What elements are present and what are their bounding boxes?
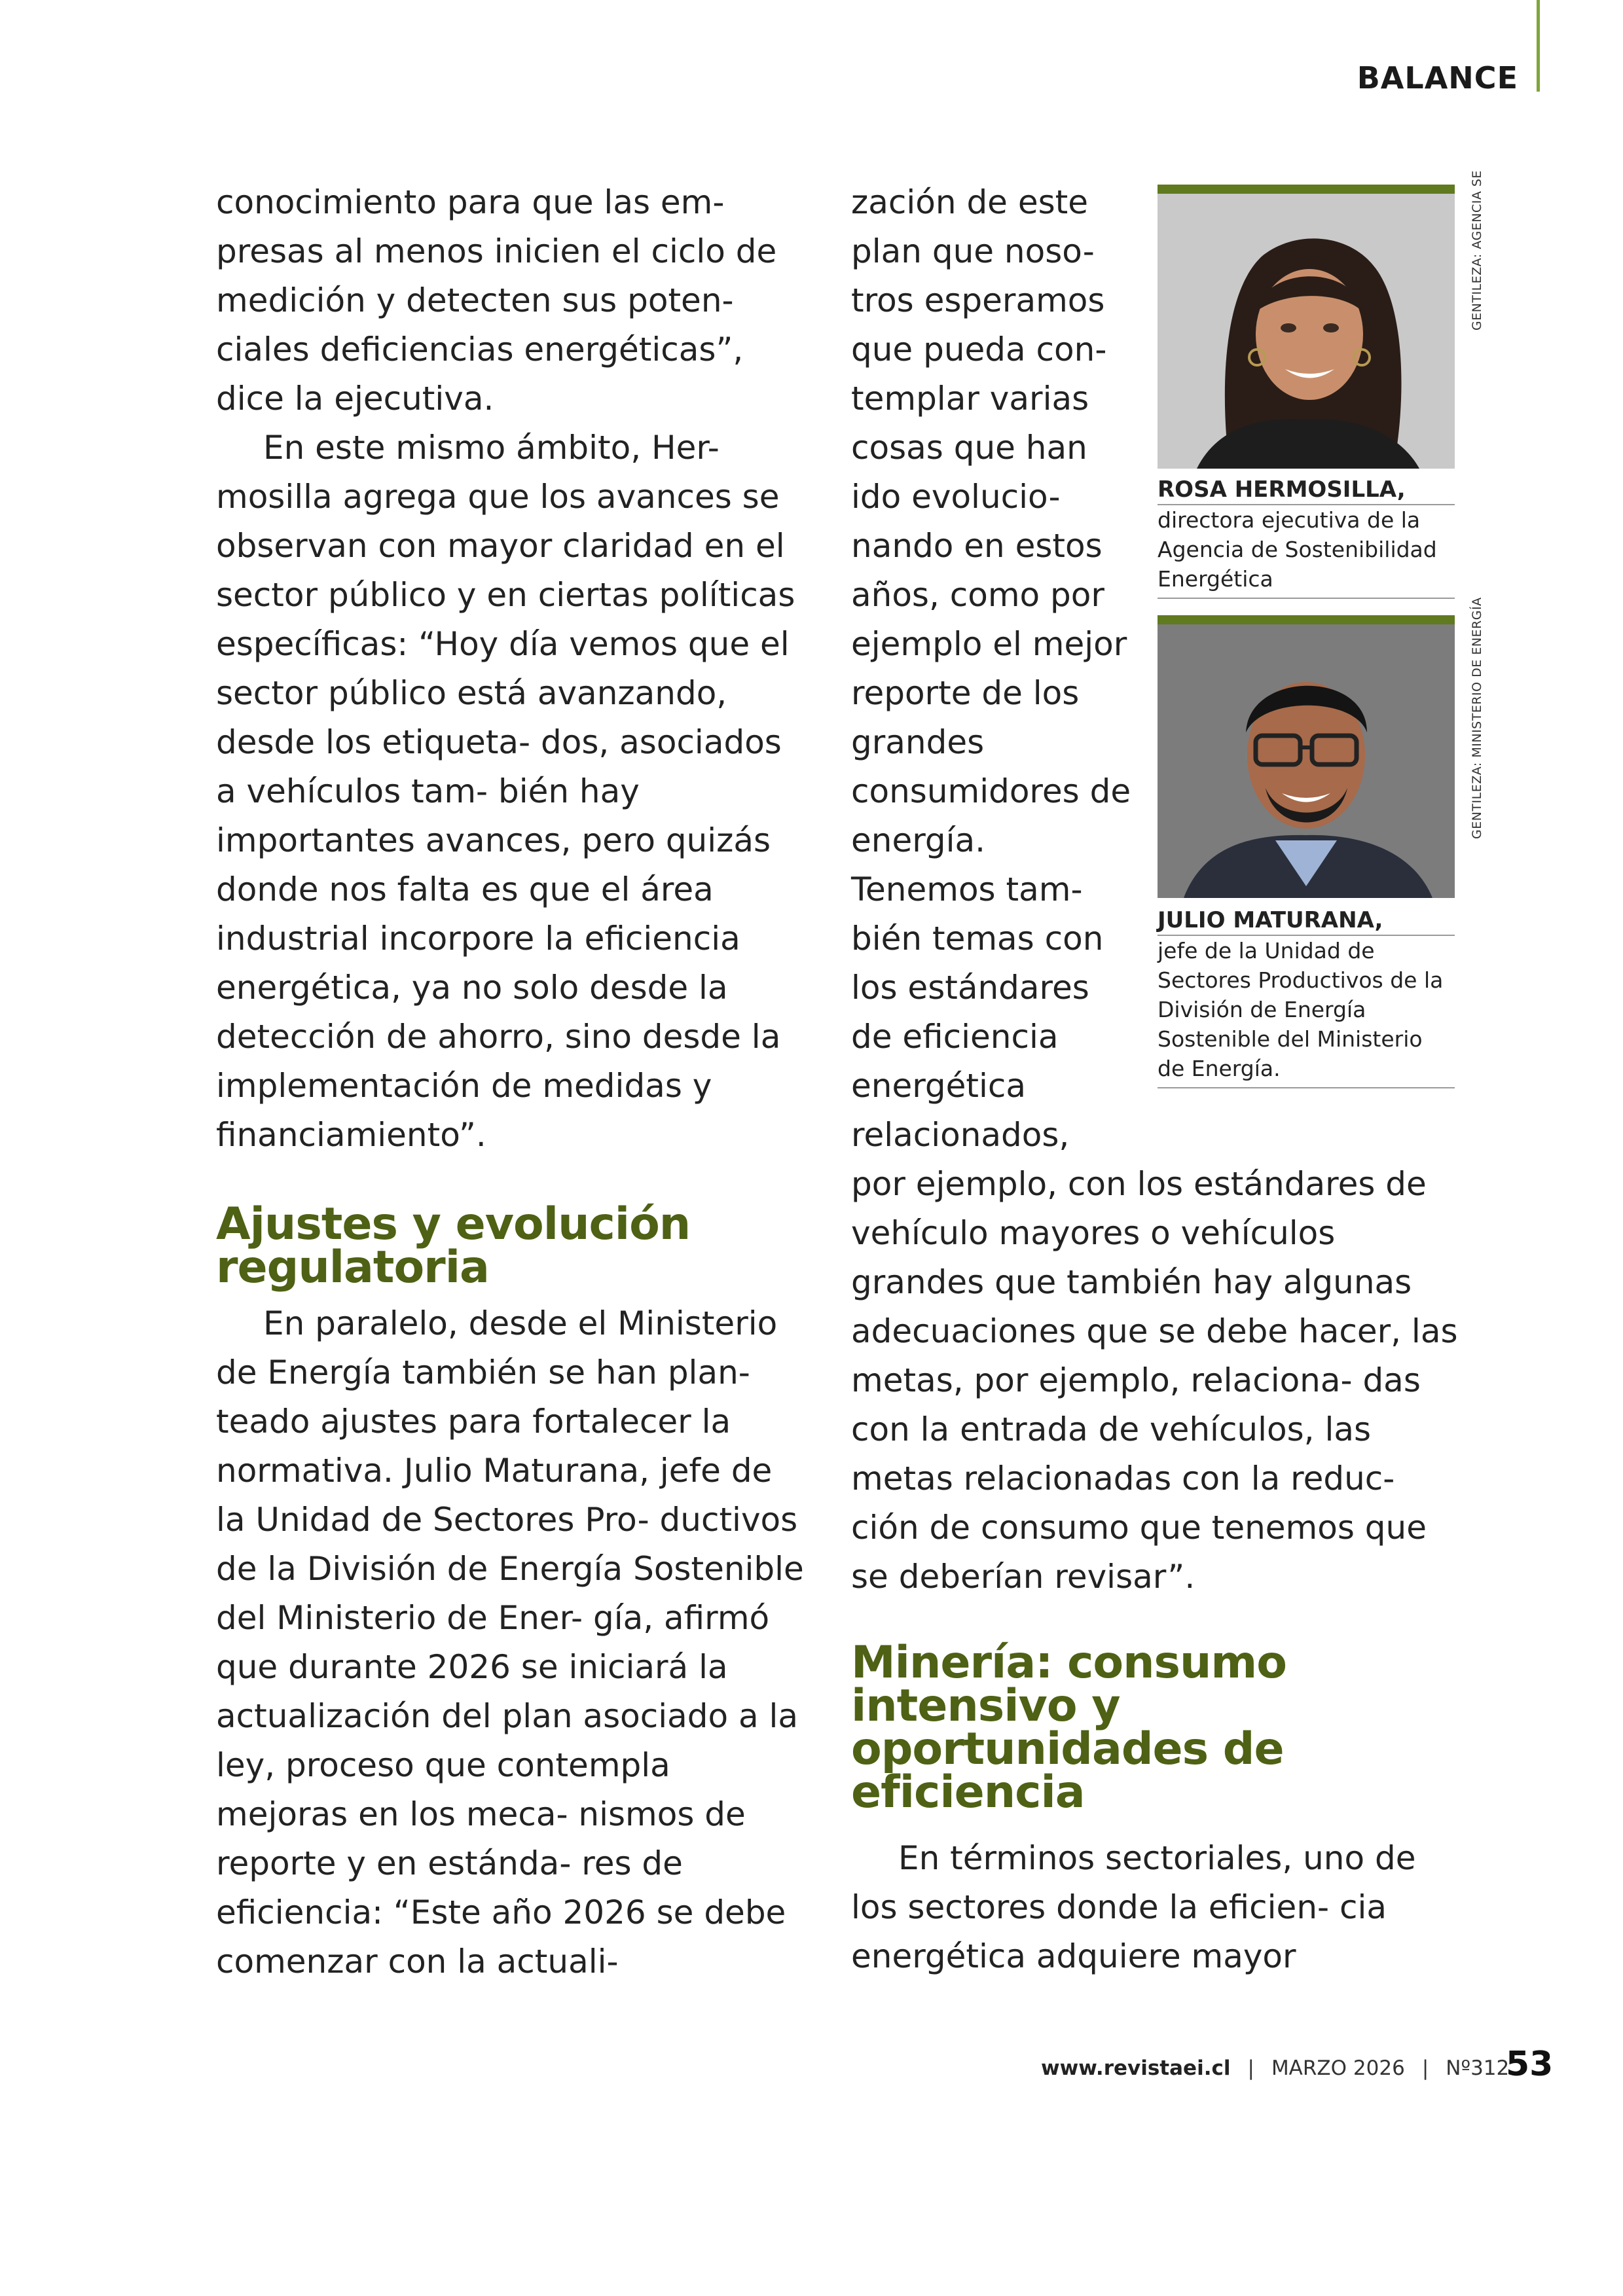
photo-top-bar xyxy=(1158,185,1455,194)
caption-name-2: JULIO MATURANA, xyxy=(1158,906,1455,936)
middle-narrow-text: zación de este plan que noso- tros esperamos que pueda con- templar varias cosas que han ido evolucio- nando en estos años, como por ejemplo el mejor reporte de los grandes consumidores de energía. Tenemos tam- bién temas con los estándares de eficiencia energética relacionados, xyxy=(851,183,1131,1154)
caption-1 xyxy=(1158,475,1455,599)
caption-role-1: directora ejecutiva de la Agencia de Sostenibilidad Energética xyxy=(1158,505,1455,599)
left-column-lower xyxy=(216,1299,805,1986)
footer-website[interactable]: www.revistaei.cl xyxy=(1041,2056,1231,2080)
photo-top-bar xyxy=(1158,615,1455,624)
caption-2 xyxy=(1158,906,1455,1088)
left-paragraph-1: conocimiento para que las em- presas al menos inicien el ciclo de medición y detecten sus poten- ciales deficiencias energéticas”, dice la ejecutiva. xyxy=(216,183,777,418)
footer-issue: Nº312 xyxy=(1446,2056,1510,2080)
photo-credit-1: GENTILEZA: AGENCIA SE xyxy=(1470,170,1484,331)
photo-credit-2: GENTILEZA: MINISTERIO DE ENERGÍA xyxy=(1470,597,1484,839)
middle-column-wide xyxy=(851,1160,1467,1602)
portrait-julio-maturana xyxy=(1158,624,1455,898)
footer-separator: | xyxy=(1421,2056,1429,2080)
left-paragraph-3: En paralelo, desde el Ministerio de Energía también se han plan- teado ajustes para fortalecer la normativa. Julio Maturana, jefe de la Unidad de Sectores Pro- ductivos de la División de Energía Sostenible del Ministerio de Ener- gía, afirmó que durante 2026 se iniciará la actualización del plan asociado a la ley, proceso que contempla mejoras en los meca- nismos de reporte y en estánda- res de eficiencia: “Este año 2026 se debe comenzar con la actuali- xyxy=(216,1304,804,1981)
caption-name-1: ROSA HERMOSILLA, xyxy=(1158,475,1455,505)
page-number: 53 xyxy=(1506,2045,1554,2084)
heading-mineria: Minería: consumo intensivo y oportunidades de eficiencia xyxy=(851,1637,1286,1818)
footer-separator: | xyxy=(1247,2056,1254,2080)
left-column xyxy=(216,178,805,1160)
footer-date: MARZO 2026 xyxy=(1271,2056,1405,2080)
middle-wide-text: por ejemplo, con los estándares de vehículo mayores o vehículos grandes que también hay algunas adecuaciones que se debe hacer, las metas, por ejemplo, relaciona- das con la entrada de vehículos, las metas relacionadas con la reduc- ción de consumo que tenemos que se deberían revisar”. xyxy=(851,1165,1458,1596)
middle-paragraph-last: En términos sectoriales, uno de los sectores donde la eficien- cia energética adquiere mayor xyxy=(851,1839,1416,1975)
left-paragraph-2: En este mismo ámbito, Her- mosilla agrega que los avances se observan con mayor claridad en el sector público y en ciertas políticas específicas: “Hoy día vemos que el sector público está avanzando, desde los etiqueta- dos, asociados a vehículos tam- bién hay importantes avances, pero quizás donde nos falta es que el área industrial incorpore la eficiencia energética, ya no solo desde la detección de ahorro, sino desde la implementación de medidas y financiamiento”. xyxy=(216,429,795,1154)
section-rule xyxy=(1537,0,1540,92)
caption-role-2: jefe de la Unidad de Sectores Productivos de la División de Energía Sostenible del Ministerio de Energía. xyxy=(1158,936,1455,1088)
middle-column-lower xyxy=(851,1834,1467,1981)
section-label: BALANCE xyxy=(1357,60,1518,96)
middle-column-narrow xyxy=(851,178,1139,1160)
heading-ajustes: Ajustes y evolución regulatoria xyxy=(216,1198,691,1293)
portrait-rosa-hermosilla xyxy=(1158,194,1455,469)
footer xyxy=(1041,2056,1509,2080)
